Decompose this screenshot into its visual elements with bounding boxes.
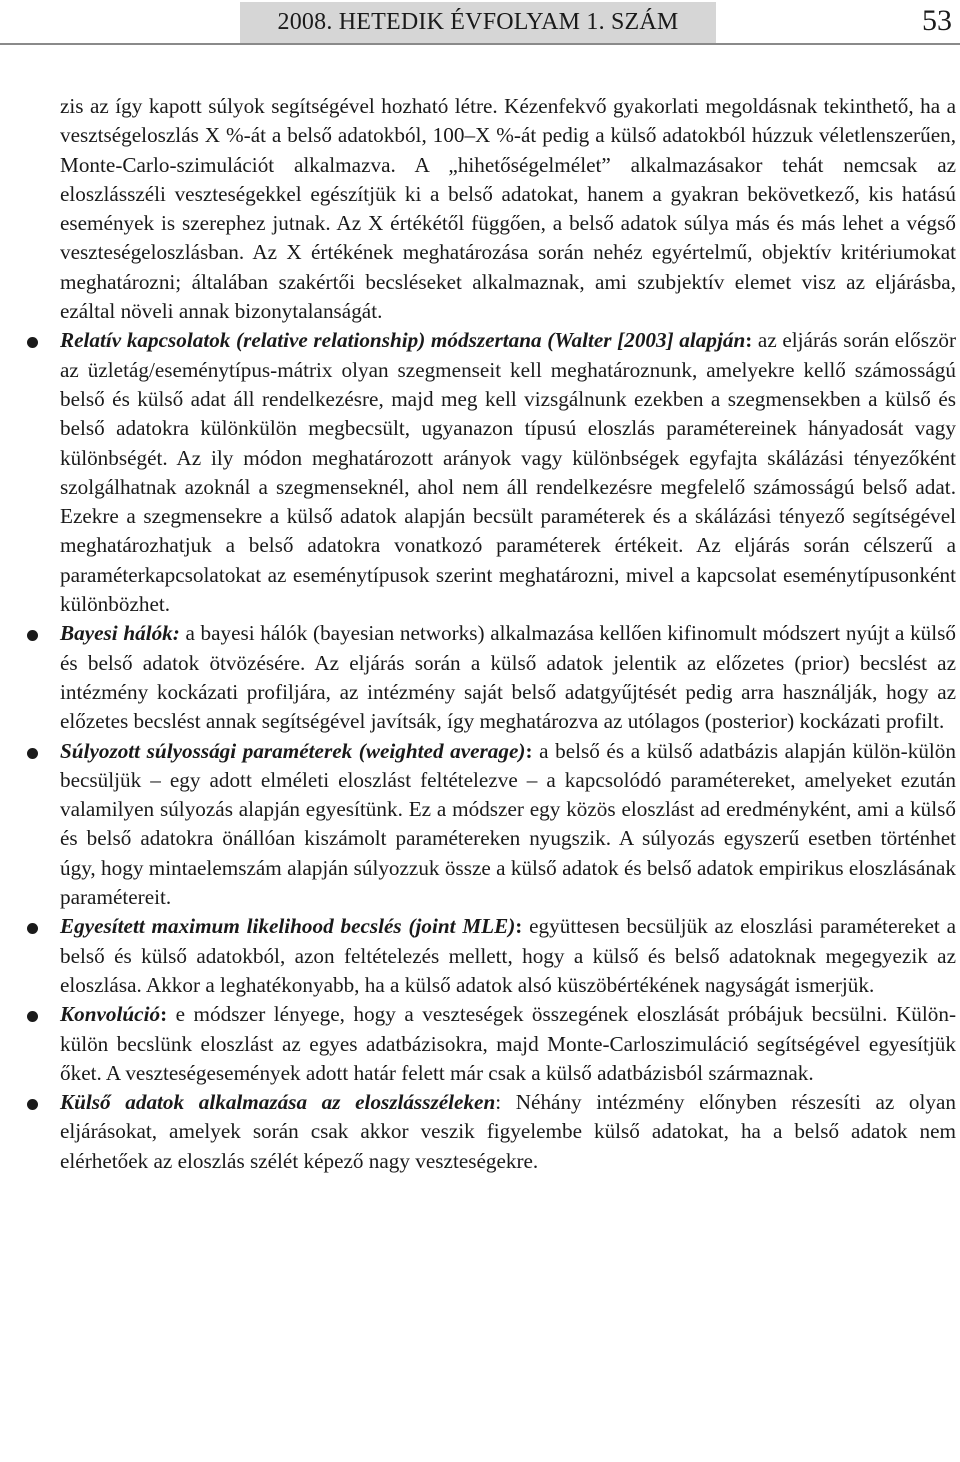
bullet-item [60,1000,956,1088]
body-text [60,92,956,1176]
header-rule [0,43,960,45]
bullet-text: e módszer lényege, hogy a veszteségek összegének eloszlását próbájuk becsülni. Külön-külön becslünk eloszlást az egyes adatbázisokra, majd Monte-Carloszimuláció segítségével egyesítjük őket. A veszteségesemények adott határ felett már csak a külső adatbázisból származnak. [60,1002,956,1085]
bullet-dot-icon [27,337,38,348]
bullet-term: Egyesített maximum likelihood becslés (joint MLE) [60,914,516,939]
bullet-term: Súlyozott súlyossági paraméterek (weighted average) [60,738,526,763]
running-title: 2008. HETEDIK ÉVFOLYAM 1. SZÁM [240,2,716,43]
bullet-separator: : [515,914,523,939]
bullet-text: az eljárás során először az üzletág/eseménytípus-mátrix olyan szegmenseit kell meghatároznunk, amelyekre kellő számosságú belső és külső adat áll rendelkezésre, majd meg kell vizsgálnunk ezekben a szegmensekben a külső és belső adatokra különkülön megbecsült, ugyanazon típusú eloszlás paramétereinek hányadosát vagy különbségét. Az ily módon meghatározott arányok vagy különbségek egyfajta skálázási tényezőként szolgálhatnak azoknál a szegmenseknél, ahol nem áll rendelkezésre megfelelő számosságú belső adat. Ezekre a szegmensekre a külső adatok alapján becsült paraméterek és a skálázási tényező segítségével meghatározhatjuk a belső adatokra vonatkozó paraméterek értékeit. Az eljárás során célszerű a paraméterkapcsolatokat az eseménytípusok szerint meghatározni, mivel a kapcsolat eseménytípusonként különbözhet. [60,328,956,617]
bullet-text: a bayesi hálók (bayesian networks) alkalmazása kellően kifinomult módszert nyújt a külső és belső adatok ötvözésére. Az eljárás során a külső adatok jelentik az előzetes (prior) becslést az intézmény kockázati profilјára, az intézmény saját belső adatgyűjtését pedig arra használják, hogy az előzetes becslést annak segítségével javítsák, így meghatározva az utólagos (posterior) kockázati profilt. [60,621,956,734]
bullet-item [60,912,956,1000]
bullet-item [60,1088,956,1176]
bullet-dot-icon [27,1099,38,1110]
bullet-separator: : [160,1002,168,1027]
bullet-term: Konvolúció [60,1002,161,1027]
bullet-text: a belső és a külső adatbázis alapján külön-külön becsüljük – egy adott elméleti eloszlást feltételezve – a kapcsolódó paramétereket, amelyeket ezután valamilyen súlyozás alapján egyesítünk. Ez a módszer egy közös eloszlást ad eredményként, ami a külső és belső adatokra önállóan kiszámolt paramétereken nyugszik. A súlyozás egyszerű esetben történhet úgy, hogy mintaelemszám alapján súlyozzuk össze a külső adatok és belső adatok empirikus eloszlásának paramétereit. [60,738,956,910]
bullet-dot-icon [27,1011,38,1022]
bullet-item [60,619,956,736]
bullet-separator: : [745,328,753,353]
running-header [0,0,960,48]
bullet-term: Külső adatok alkalmazása az eloszlásszéleken [60,1090,496,1115]
bullet-text: : Néhány intézmény előnyben részesíti az olyan eljárásokat, amelyek során csak akkor veszik figyelembe külső adatokat, ha a belső adatok nem elérhetőek az eloszlás szélét képező nagy veszteségekre. [60,1090,956,1173]
page-number: 53 [922,4,952,37]
bullet-term: Relatív kapcsolatok (relative relationship) módszertana (Walter [2003] alapján [60,328,746,353]
bullet-dot-icon [27,748,38,759]
bullet-separator: : [525,738,533,763]
bullet-dot-icon [27,630,38,641]
bullet-text: együttesen becsüljük az eloszlási paramétereket a belső és külső adatokból, azon feltételezés mellett, hogy a külső és belső adatoknak megegyezik az eloszlása. Akkor a leghatékonyabb, ha a külső adatok alsó küszöbértékének nagyságát ismerjük. [60,914,956,997]
bullet-item [60,737,956,913]
bullet-item [60,326,956,619]
intro-paragraph: zis az így kapott súlyok segítségével hozható létre. Kézenfekvő gyakorlati megoldásnak tekinthető, ha a vesztségeloszlás X %-át a belső adatokból, 100–X %-át pedig a külső adatokból húzzuk véletlenszerűen, Monte-Carlo-szimulációt alkalmazva. A „hihetőségelmélet” alkalmazásakor tehát nemcsak az eloszlásszéli veszteségekkel egészítjük ki a belső adatokat, hanem a gyakran bekövetkező, kis hatású események is szerephez jutnak. Az X értékétől függően, a belső adatok súlya más és más lehet a végső veszteségeloszlásban. Az X értékének meghatározása során nehéz egyértelmű, objektív kritériumokat meghatározni; általában szakértői becsléseket alkalmaznak, ami szubjektív elemet visz az eljárásba, ezáltal növeli annak bizonytalanságát. [60,94,956,324]
bullet-term: Bayesi hálók: [60,621,180,646]
bullet-dot-icon [27,923,38,934]
